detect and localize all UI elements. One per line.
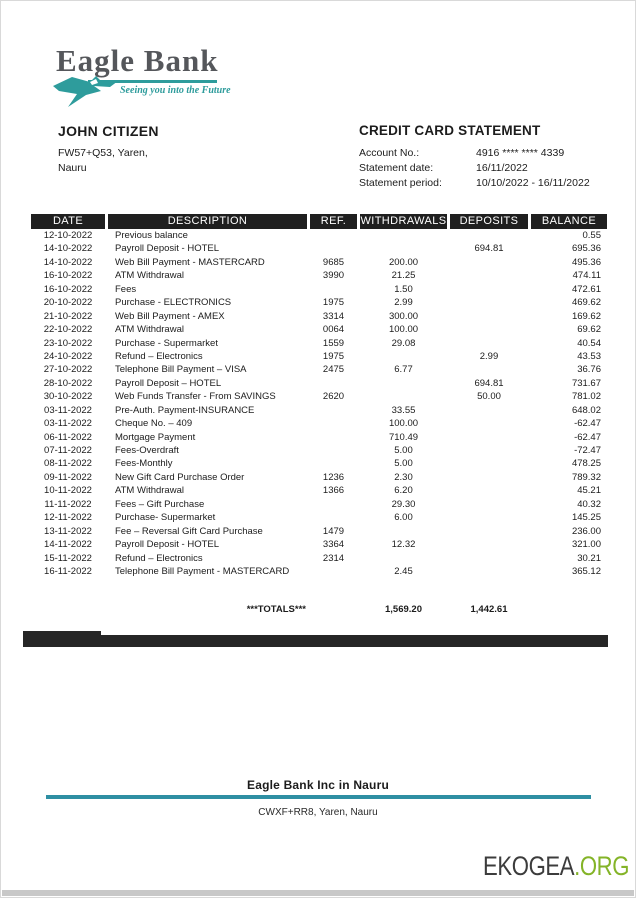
cell-deposit bbox=[450, 565, 528, 578]
statement-date-row bbox=[359, 161, 609, 176]
cell-withdrawal: 5.00 bbox=[394, 458, 413, 470]
cell-deposit bbox=[450, 296, 528, 309]
table-row bbox=[31, 484, 607, 497]
cell-description: Cheque No. – 409 bbox=[115, 418, 193, 430]
table-row bbox=[31, 310, 607, 323]
cell-balance: 789.32 bbox=[571, 471, 601, 483]
column-header-deposits: DEPOSITS bbox=[450, 214, 528, 229]
statement-date-label: Statement date: bbox=[359, 162, 434, 174]
cell-date: 12-11-2022 bbox=[44, 512, 92, 524]
cell-date: 21-10-2022 bbox=[43, 310, 93, 322]
cell-date: 11-11-2022 bbox=[44, 498, 92, 510]
cell-balance: 30.21 bbox=[577, 552, 601, 564]
cell-description: ATM Withdrawal bbox=[115, 270, 184, 282]
cell-description: Web Funds Transfer - From SAVINGS bbox=[115, 391, 276, 403]
cell-description: Payroll Deposit - HOTEL bbox=[115, 243, 220, 255]
cell-balance: 0.55 bbox=[582, 230, 601, 241]
totals-row bbox=[31, 603, 607, 616]
cell-ref bbox=[310, 229, 357, 242]
cell-description: Refund – Electronics bbox=[115, 350, 203, 362]
cell-deposit bbox=[450, 552, 528, 565]
cell-ref: 9685 bbox=[322, 256, 345, 268]
cell-ref bbox=[310, 431, 357, 444]
cell-deposit bbox=[450, 471, 528, 484]
cell-withdrawal: 2.45 bbox=[394, 565, 413, 577]
totals-ref-spacer bbox=[310, 603, 357, 616]
cell-date: 16-10-2022 bbox=[43, 270, 93, 282]
cell-ref bbox=[310, 242, 357, 255]
cell-withdrawal: 21.25 bbox=[391, 270, 416, 282]
cell-ref: 2314 bbox=[322, 552, 345, 564]
table-row bbox=[31, 444, 607, 457]
footer-bank-line: Eagle Bank Inc in Nauru bbox=[247, 778, 389, 792]
cell-description: Fee – Reversal Gift Card Purchase bbox=[115, 525, 263, 537]
cell-deposit: 50.00 bbox=[477, 391, 501, 403]
table-row bbox=[31, 283, 607, 296]
footer-address: CWXF+RR8, Yaren, Nauru bbox=[258, 807, 378, 818]
cell-balance: 40.54 bbox=[577, 337, 601, 349]
ekogea-logo-dark-text: EKOGEA bbox=[482, 851, 575, 881]
table-row bbox=[31, 525, 607, 538]
column-header-ref: REF. bbox=[310, 214, 357, 229]
account-number-label: Account No.: bbox=[359, 147, 420, 159]
cell-balance: 365.12 bbox=[571, 565, 601, 577]
table-header-row bbox=[31, 214, 607, 229]
cell-deposit bbox=[450, 256, 528, 269]
table-row bbox=[31, 498, 607, 511]
cell-ref: 1975 bbox=[322, 297, 345, 309]
cell-withdrawal: 300.00 bbox=[388, 310, 419, 322]
page-bottom-bar bbox=[2, 890, 634, 896]
cell-date: 27-10-2022 bbox=[43, 364, 93, 376]
table-row bbox=[31, 229, 607, 242]
cell-date: 16-11-2022 bbox=[44, 565, 92, 577]
cell-ref bbox=[310, 444, 357, 457]
table-row bbox=[31, 377, 607, 390]
transactions-table bbox=[31, 214, 607, 617]
cell-date: 03-11-2022 bbox=[44, 418, 92, 430]
cell-ref bbox=[310, 417, 357, 430]
ekogea-logo-green-text: .ORG bbox=[574, 851, 629, 881]
cell-description: Web Bill Payment - MASTERCARD bbox=[115, 256, 265, 268]
totals-balance-spacer bbox=[531, 603, 607, 616]
cell-deposit bbox=[450, 498, 528, 511]
cell-balance: 321.00 bbox=[571, 539, 601, 551]
cell-balance: 169.62 bbox=[571, 310, 601, 322]
cell-date: 14-10-2022 bbox=[43, 243, 93, 255]
cell-date: 03-11-2022 bbox=[44, 404, 92, 416]
cell-balance: 781.02 bbox=[571, 391, 601, 403]
cell-withdrawal: 710.49 bbox=[388, 431, 419, 443]
statement-period-label: Statement period: bbox=[359, 177, 442, 189]
column-header-date: DATE bbox=[31, 214, 105, 229]
eagle-logo-icon bbox=[52, 74, 122, 108]
table-row bbox=[31, 471, 607, 484]
cell-balance: 40.32 bbox=[577, 498, 601, 510]
statement-title: CREDIT CARD STATEMENT bbox=[359, 123, 541, 138]
cell-balance: 236.00 bbox=[571, 525, 601, 537]
cell-ref: 3990 bbox=[322, 270, 345, 282]
table-row bbox=[31, 269, 607, 282]
account-number-value: 4916 **** **** 4339 bbox=[476, 147, 565, 159]
cell-date: 24-10-2022 bbox=[43, 350, 93, 362]
cell-balance: 478.25 bbox=[571, 458, 601, 470]
cell-ref: 1559 bbox=[322, 337, 345, 349]
table-row bbox=[31, 350, 607, 363]
cell-ref: 3314 bbox=[322, 310, 345, 322]
ekogea-logo bbox=[483, 851, 629, 882]
cell-withdrawal: 5.00 bbox=[394, 445, 413, 456]
totals-label: ***TOTALS*** bbox=[246, 604, 306, 616]
table-row bbox=[31, 256, 607, 269]
cell-date: 14-11-2022 bbox=[44, 539, 92, 551]
cell-withdrawal: 12.32 bbox=[391, 539, 416, 551]
cell-date: 22-10-2022 bbox=[43, 324, 93, 336]
cell-ref bbox=[310, 457, 357, 470]
table-row bbox=[31, 538, 607, 551]
statement-period-value: 10/10/2022 - 16/11/2022 bbox=[476, 177, 590, 189]
cell-withdrawal bbox=[360, 377, 447, 390]
cell-balance: 69.62 bbox=[577, 324, 601, 336]
cell-ref bbox=[310, 377, 357, 390]
cell-withdrawal: 6.00 bbox=[394, 512, 413, 524]
table-row bbox=[31, 242, 607, 255]
cell-withdrawal bbox=[360, 525, 447, 538]
table-row bbox=[31, 431, 607, 444]
table-row bbox=[31, 337, 607, 350]
cell-ref bbox=[310, 498, 357, 511]
cell-balance: 469.62 bbox=[571, 297, 601, 309]
cell-withdrawal bbox=[360, 242, 447, 255]
cell-deposit bbox=[450, 417, 528, 430]
cell-deposit bbox=[450, 525, 528, 538]
cell-description: ATM Withdrawal bbox=[115, 324, 184, 336]
cell-ref: 1236 bbox=[322, 471, 345, 483]
cell-deposit bbox=[450, 538, 528, 551]
customer-address-line1: FW57+Q53, Yaren, bbox=[58, 147, 148, 159]
cell-description: Pre-Auth. Payment-INSURANCE bbox=[115, 404, 255, 416]
cell-ref bbox=[310, 283, 357, 296]
cell-ref: 2620 bbox=[322, 391, 345, 403]
cell-deposit bbox=[450, 431, 528, 444]
cell-ref: 3364 bbox=[322, 539, 345, 551]
cell-description: Refund – Electronics bbox=[115, 552, 203, 564]
table-row bbox=[31, 552, 607, 565]
cell-deposit: 2.99 bbox=[479, 350, 499, 362]
cell-balance: 43.53 bbox=[577, 350, 601, 362]
cell-withdrawal: 100.00 bbox=[388, 324, 419, 336]
cell-balance: 472.61 bbox=[571, 283, 601, 295]
cell-withdrawal: 2.99 bbox=[394, 297, 413, 309]
cell-date: 28-10-2022 bbox=[43, 377, 93, 389]
table-row bbox=[31, 323, 607, 336]
cell-description: Previous balance bbox=[115, 230, 188, 241]
cell-deposit bbox=[450, 229, 528, 242]
cell-description: ATM Withdrawal bbox=[115, 485, 184, 497]
cell-withdrawal bbox=[360, 229, 447, 242]
cell-date: 06-11-2022 bbox=[44, 431, 92, 443]
cell-deposit bbox=[450, 484, 528, 497]
cell-withdrawal: 1.50 bbox=[394, 283, 413, 295]
table-row bbox=[31, 296, 607, 309]
cell-ref: 1479 bbox=[322, 525, 345, 537]
table-row bbox=[31, 363, 607, 376]
cell-date: 16-10-2022 bbox=[43, 283, 93, 295]
totals-deposits: 1,442.61 bbox=[470, 604, 508, 616]
statement-date-value: 16/11/2022 bbox=[476, 162, 528, 174]
cell-withdrawal: 33.55 bbox=[391, 404, 416, 416]
cell-date: 10-11-2022 bbox=[44, 485, 92, 497]
customer-block bbox=[58, 123, 159, 176]
cell-ref: 2475 bbox=[322, 364, 345, 376]
table-row bbox=[31, 390, 607, 403]
cell-date: 30-10-2022 bbox=[43, 391, 93, 403]
table-row bbox=[31, 417, 607, 430]
column-header-balance: BALANCE bbox=[531, 214, 607, 229]
cell-description: Web Bill Payment - AMEX bbox=[115, 310, 225, 322]
totals-spacer bbox=[31, 603, 105, 616]
cell-deposit: 694.81 bbox=[474, 243, 504, 255]
statement-period-row bbox=[359, 176, 609, 191]
cell-description: Telephone Bill Payment - MASTERCARD bbox=[115, 565, 290, 577]
cell-description: Payroll Deposit – HOTEL bbox=[115, 377, 222, 389]
cell-date: 23-10-2022 bbox=[43, 337, 93, 349]
account-number-row bbox=[359, 146, 609, 161]
cell-withdrawal bbox=[360, 350, 447, 363]
cell-balance: 495.36 bbox=[571, 256, 601, 268]
table-row bbox=[31, 511, 607, 524]
table-row bbox=[31, 404, 607, 417]
table-row bbox=[31, 565, 607, 578]
cell-ref bbox=[310, 511, 357, 524]
cell-description: Fees-Monthly bbox=[115, 458, 173, 470]
cell-balance: 648.02 bbox=[571, 404, 601, 416]
cell-withdrawal: 200.00 bbox=[388, 256, 419, 268]
cell-date: 20-10-2022 bbox=[43, 297, 93, 309]
cell-deposit bbox=[450, 323, 528, 336]
cell-ref: 1366 bbox=[322, 485, 345, 497]
cell-withdrawal bbox=[360, 390, 447, 403]
cell-withdrawal: 2.30 bbox=[394, 471, 413, 483]
cell-deposit bbox=[450, 283, 528, 296]
cell-balance: -62.47 bbox=[574, 418, 601, 430]
transactions-body bbox=[31, 229, 607, 578]
table-footer-bar-step bbox=[23, 631, 101, 635]
cell-balance: 695.36 bbox=[571, 243, 601, 255]
cell-balance: 45.21 bbox=[577, 485, 601, 497]
cell-withdrawal: 100.00 bbox=[388, 418, 419, 430]
column-header-description: DESCRIPTION bbox=[108, 214, 307, 229]
logo-tagline: Seeing you into the Future bbox=[120, 85, 231, 96]
cell-deposit: 694.81 bbox=[474, 377, 504, 389]
cell-balance: 36.76 bbox=[577, 364, 601, 376]
cell-ref: 0064 bbox=[322, 324, 345, 336]
cell-deposit bbox=[450, 444, 528, 457]
cell-description: Purchase - Supermarket bbox=[115, 337, 218, 349]
cell-balance: -62.47 bbox=[574, 431, 601, 443]
cell-deposit bbox=[450, 511, 528, 524]
cell-withdrawal: 6.20 bbox=[394, 485, 413, 497]
cell-ref: 1975 bbox=[322, 350, 345, 362]
statement-info-block bbox=[359, 123, 609, 191]
cell-description: Mortgage Payment bbox=[115, 431, 196, 443]
cell-date: 14-10-2022 bbox=[43, 256, 93, 268]
cell-balance: 731.67 bbox=[571, 377, 601, 389]
cell-description: Fees bbox=[115, 283, 137, 295]
cell-deposit bbox=[450, 337, 528, 350]
customer-name: JOHN CITIZEN bbox=[58, 123, 159, 139]
cell-deposit bbox=[450, 363, 528, 376]
cell-description: Purchase - ELECTRONICS bbox=[115, 297, 232, 309]
cell-date: 08-11-2022 bbox=[44, 458, 92, 470]
cell-ref bbox=[310, 404, 357, 417]
cell-description: Payroll Deposit - HOTEL bbox=[115, 539, 220, 551]
cell-description: Telephone Bill Payment – VISA bbox=[115, 364, 247, 376]
cell-description: Purchase- Supermarket bbox=[115, 512, 216, 524]
cell-withdrawal bbox=[360, 552, 447, 565]
cell-date: 09-11-2022 bbox=[44, 471, 92, 483]
cell-date: 13-11-2022 bbox=[44, 525, 92, 537]
cell-date: 15-11-2022 bbox=[44, 552, 92, 564]
cell-deposit bbox=[450, 457, 528, 470]
cell-withdrawal: 29.30 bbox=[391, 498, 416, 510]
table-footer-bar bbox=[23, 635, 608, 647]
footer-teal-rule bbox=[46, 795, 591, 799]
cell-balance: 474.11 bbox=[572, 270, 601, 282]
cell-balance: 145.25 bbox=[571, 512, 601, 524]
cell-description: Fees – Gift Purchase bbox=[115, 498, 205, 510]
bank-logo-name: Eagle Bank bbox=[56, 43, 219, 78]
cell-date: 12-10-2022 bbox=[43, 230, 93, 241]
cell-ref bbox=[310, 565, 357, 578]
cell-date: 07-11-2022 bbox=[44, 445, 92, 456]
cell-withdrawal: 6.77 bbox=[394, 364, 413, 376]
totals-withdrawals: 1,569.20 bbox=[385, 604, 422, 616]
cell-balance: -72.47 bbox=[574, 445, 601, 456]
cell-deposit bbox=[450, 404, 528, 417]
cell-description: Fees-Overdraft bbox=[115, 445, 179, 456]
cell-deposit bbox=[450, 310, 528, 323]
table-row bbox=[31, 457, 607, 470]
column-header-withdrawals: WITHDRAWALS bbox=[360, 215, 447, 227]
cell-withdrawal: 29.08 bbox=[391, 337, 416, 349]
cell-deposit bbox=[450, 269, 528, 282]
cell-description: New Gift Card Purchase Order bbox=[115, 471, 245, 483]
customer-address-line2: Nauru bbox=[58, 162, 87, 174]
